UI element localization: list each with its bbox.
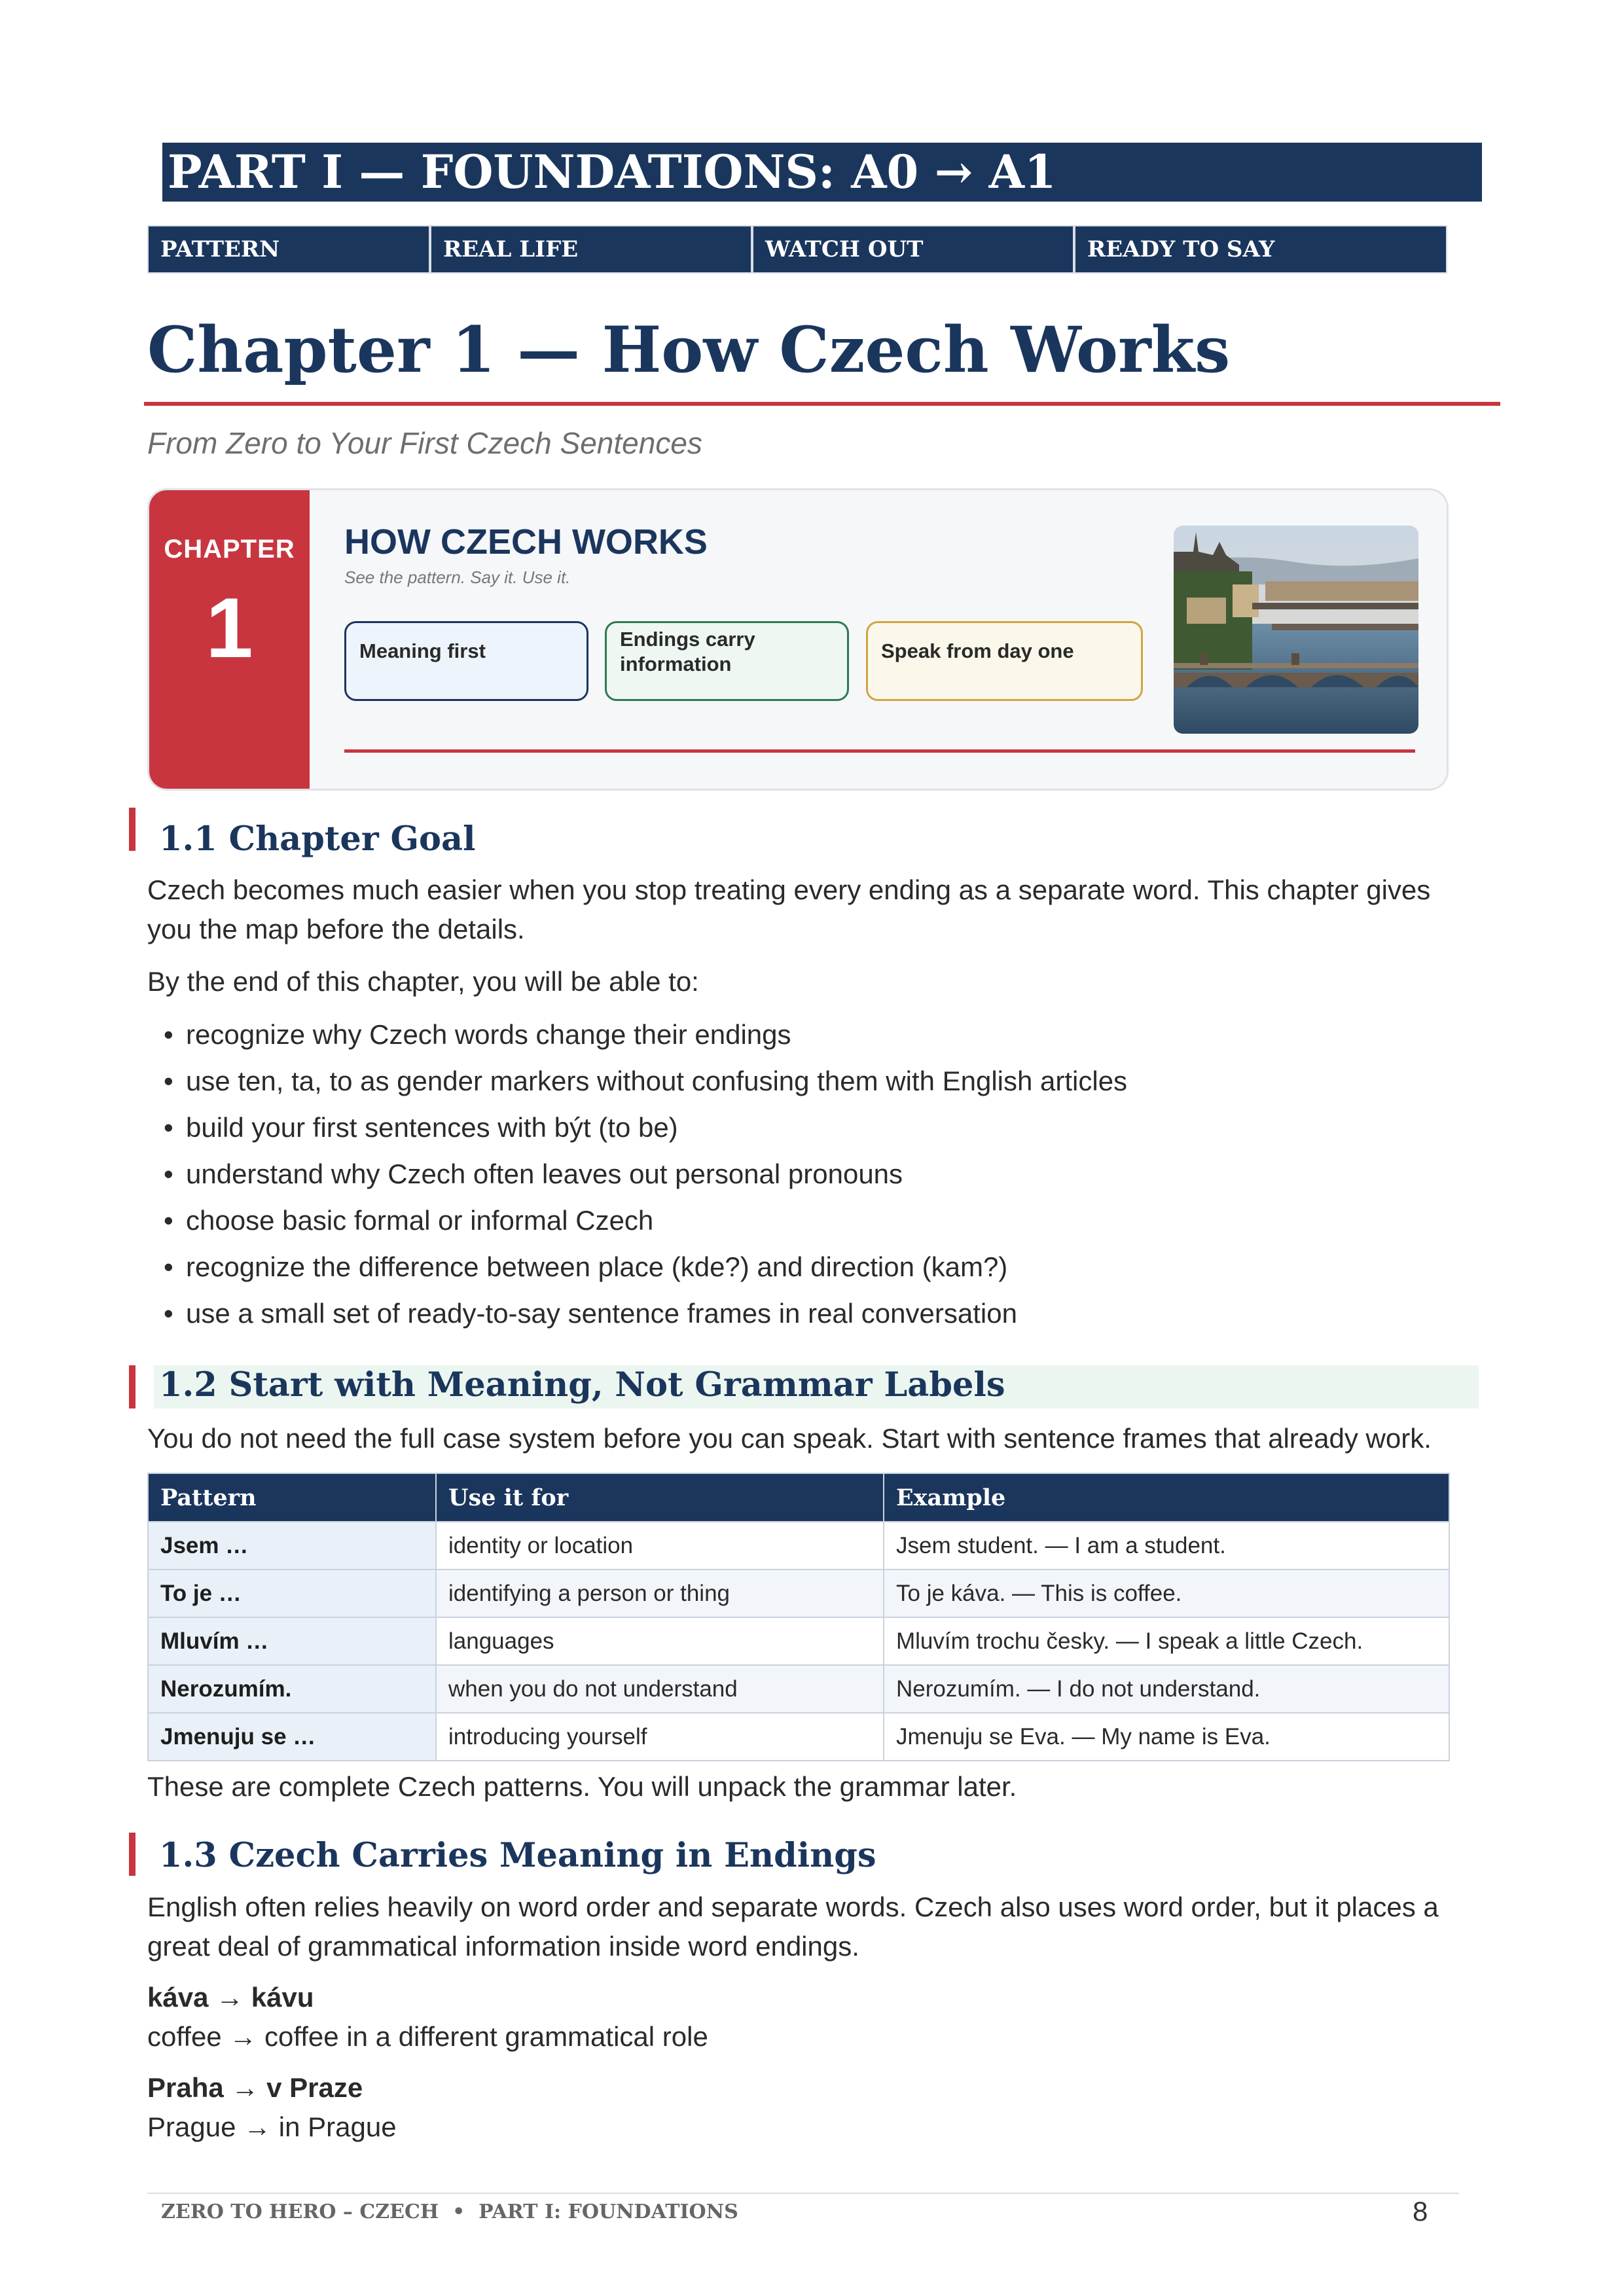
card-title: HOW CZECH WORKS: [344, 522, 708, 562]
table-cell-pattern: Jsem …: [148, 1522, 436, 1570]
table-cell-example: To je káva. — This is coffee.: [884, 1570, 1449, 1617]
table-row: [148, 1570, 1449, 1617]
table-cell-example: Mluvím trochu česky. — I speak a little Czech.: [884, 1617, 1449, 1665]
section-tab-row: [147, 225, 1447, 274]
column-header-pattern: Pattern: [148, 1473, 436, 1522]
column-header-use: Use it for: [436, 1473, 884, 1522]
list-item: • understand why Czech often leaves out personal pronouns: [164, 1151, 1127, 1197]
page-number: 8: [1413, 2196, 1428, 2227]
tab-real-life[interactable]: REAL LIFE: [430, 225, 752, 274]
pattern-table: [147, 1473, 1450, 1761]
example-english: coffee → coffee in a different grammatical role: [147, 2021, 708, 2052]
table-cell-use: languages: [436, 1617, 884, 1665]
chapter-card: [147, 488, 1449, 791]
section-1-3-intro: English often relies heavily on word order and separate words. Czech also uses word order, but it places a great deal of grammatical information inside word endings.: [147, 1892, 1439, 1962]
example-english: Prague → in Prague: [147, 2111, 397, 2142]
chapter-badge-number: 1: [206, 580, 253, 675]
section-1-1-intro: Czech becomes much easier when you stop treating every ending as a separate word. This chapter gives you the map before the details.: [147, 874, 1431, 944]
running-footer: ZERO TO HERO – CZECH • PART I: FOUNDATIONS: [161, 2200, 738, 2223]
table-cell-pattern: Mluvím …: [148, 1617, 436, 1665]
table-cell-pattern: Jmenuju se …: [148, 1713, 436, 1761]
table-row: [148, 1713, 1449, 1761]
list-item: • recognize why Czech words change their endings: [164, 1011, 1127, 1058]
tab-ready-to-say[interactable]: READY TO SAY: [1074, 225, 1447, 274]
column-header-example: Example: [884, 1473, 1449, 1522]
tab-watch-out[interactable]: WATCH OUT: [752, 225, 1074, 274]
chapter-badge: [149, 490, 310, 789]
section-1-2-intro: You do not need the full case system before you can speak. Start with sentence frames that already work.: [147, 1423, 1432, 1454]
section-marker: [129, 1833, 135, 1876]
list-item: • choose basic formal or informal Czech: [164, 1197, 1127, 1244]
example-czech: káva → kávu: [147, 1982, 314, 2013]
example-czech: Praha → v Praze: [147, 2072, 363, 2103]
section-1-2-heading: 1.2 Start with Meaning, Not Grammar Labels: [159, 1365, 1005, 1405]
section-1-1-lead: By the end of this chapter, you will be able to:: [147, 966, 699, 997]
table-header-row: [148, 1473, 1449, 1522]
table-cell-use: introducing yourself: [436, 1713, 884, 1761]
pill-endings-carry-information: Endings carry information: [605, 621, 849, 701]
table-cell-example: Jsem student. — I am a student.: [884, 1522, 1449, 1570]
card-tagline: See the pattern. Say it. Use it.: [344, 567, 571, 587]
list-item: • build your first sentences with být (to be): [164, 1104, 1127, 1151]
section-1-3-heading: 1.3 Czech Carries Meaning in Endings: [159, 1836, 876, 1875]
list-item: • use a small set of ready-to-say sentence frames in real conversation: [164, 1290, 1127, 1336]
section-1-2-outro: These are complete Czech patterns. You will unpack the grammar later.: [147, 1771, 1017, 1802]
tab-pattern[interactable]: PATTERN: [147, 225, 430, 274]
chapter-divider: [144, 402, 1500, 406]
chapter-subtitle: From Zero to Your First Czech Sentences: [147, 426, 702, 460]
table-cell-example: Nerozumím. — I do not understand.: [884, 1665, 1449, 1713]
chapter-goals-list: [164, 1011, 1127, 1336]
table-cell-use: identity or location: [436, 1522, 884, 1570]
footer-divider: [147, 2193, 1459, 2194]
chapter-badge-label: CHAPTER: [164, 535, 295, 564]
list-item: • recognize the difference between place (kde?) and direction (kam?): [164, 1244, 1127, 1290]
list-item: • use ten, ta, to as gender markers without confusing them with English articles: [164, 1058, 1127, 1104]
card-divider: [344, 749, 1415, 753]
table-row: [148, 1522, 1449, 1570]
table-cell-pattern: To je …: [148, 1570, 436, 1617]
part-banner: PART I — FOUNDATIONS: A0 → A1: [162, 143, 1482, 202]
table-cell-use: when you do not understand: [436, 1665, 884, 1713]
section-marker: [129, 1365, 135, 1408]
pill-meaning-first: Meaning first: [344, 621, 588, 701]
table-row: [148, 1617, 1449, 1665]
table-cell-use: identifying a person or thing: [436, 1570, 884, 1617]
table-cell-example: Jmenuju se Eva. — My name is Eva.: [884, 1713, 1449, 1761]
prague-bridges-photo: [1174, 526, 1418, 734]
pill-speak-from-day-one: Speak from day one: [866, 621, 1143, 701]
section-marker: [129, 808, 135, 851]
table-cell-pattern: Nerozumím.: [148, 1665, 436, 1713]
chapter-title: Chapter 1 — How Czech Works: [147, 313, 1231, 387]
section-1-1-heading: 1.1 Chapter Goal: [159, 819, 476, 859]
table-row: [148, 1665, 1449, 1713]
